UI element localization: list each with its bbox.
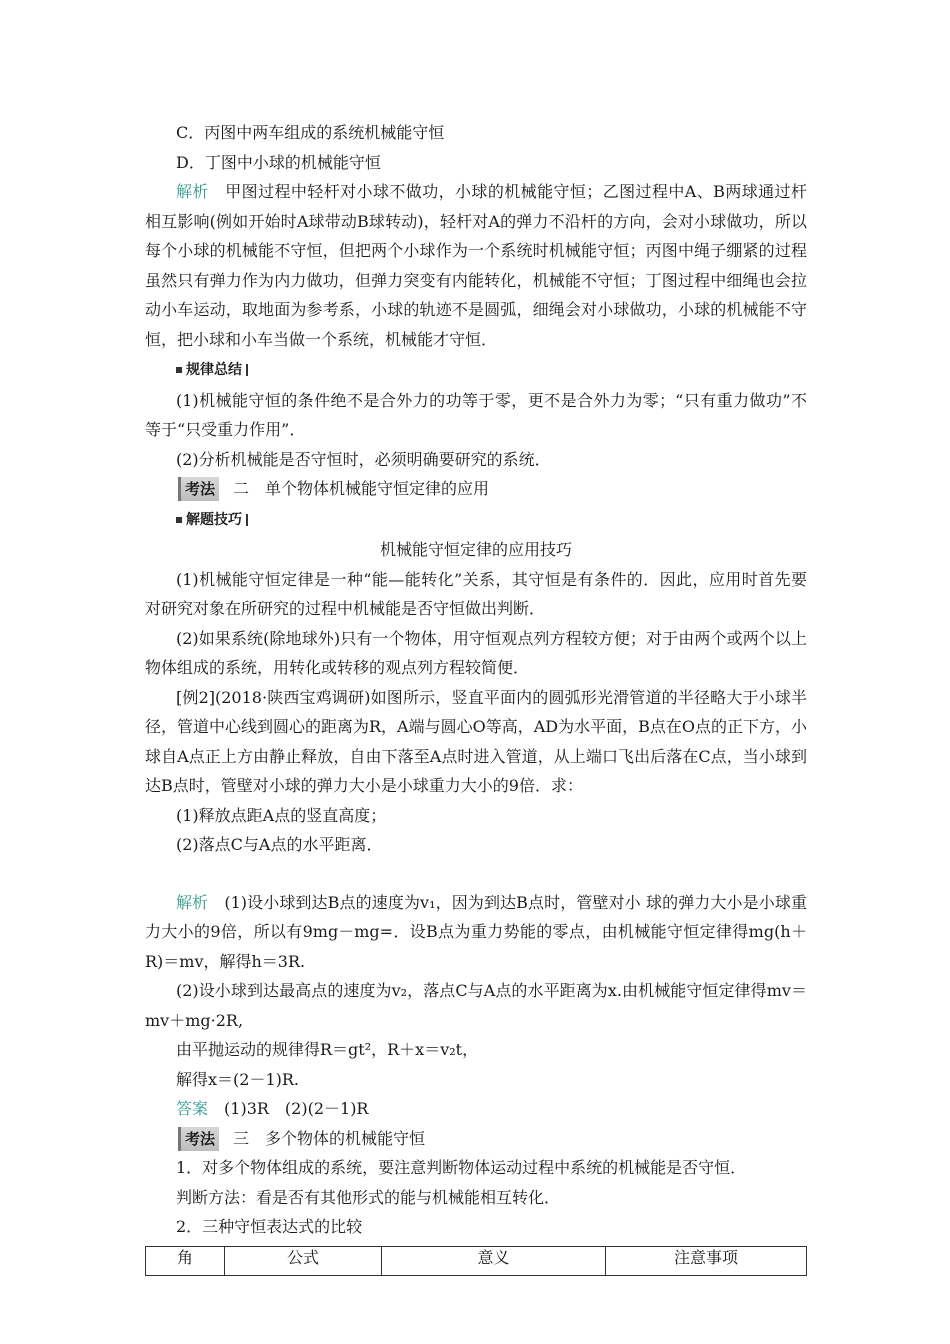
technique-tag: [145, 504, 807, 536]
document-page: [145, 118, 807, 1276]
table-header-row: [146, 1246, 807, 1275]
method-3-p2: 判断方法：看是否有其他形式的能与机械能相互转化．: [176, 1187, 561, 1207]
table-header-cell: 公式: [225, 1246, 382, 1275]
example-2-text: [例2](2018·陕西宝鸡调研)如图所示，竖直平面内的圆弧形光滑管道的半径略大于小球半径，管道中心线到圆心的距离为R，A端与圆心O等高，AD为水平面，B点在O点的正下方，小球自A点正上方由静止释放，自由下落至A点时进入管道，从上端口飞出后落在C点，当小球到达B点时，管壁对小球的弹力大小是小球重力大小的9倍．求：: [145, 687, 807, 795]
method-2-title: 二 单个物体机械能守恒定律的应用: [233, 479, 490, 498]
answer: [145, 1094, 807, 1124]
analysis-2-p4: 解得x＝(2－1)R.: [176, 1069, 300, 1089]
example-2-q1: (1)释放点距A点的竖直高度；: [176, 805, 387, 825]
analysis-2-p1-text: (1)设小球到达B点的速度为v₁，因为到达B点时，管壁对小 球的弹力大小是小球重力大小的9倍，所以有9mg－mg=．设B点为重力势能的零点，由机械能守恒定律得mg(h＋R)＝mv，解得h＝3R.: [145, 892, 807, 971]
technique-tag-label: 解题技巧: [186, 511, 242, 528]
summary-tag-label: 规律总结: [186, 362, 242, 378]
bar-icon: [246, 514, 248, 526]
table-header-cell: 意义: [382, 1246, 606, 1275]
analysis-2-p1: [145, 888, 807, 977]
technique-heading: 机械能守恒定律的应用技巧: [379, 540, 572, 559]
comparison-table: [145, 1246, 807, 1276]
table-header-cell: 角: [146, 1246, 225, 1275]
square-bullet-icon: [176, 517, 182, 523]
summary-tag: [145, 354, 807, 386]
figure-gap: [145, 860, 807, 888]
example-2-q2: (2)落点C与A点的水平距离．: [176, 835, 383, 854]
answer-text: (1)3R (2)(2－1)R: [224, 1099, 369, 1118]
method-3-title: 三 多个物体的机械能守恒: [233, 1128, 426, 1148]
table-header-cell: 注意事项: [606, 1246, 807, 1275]
analysis-1-text: 甲图过程中轻杆对小球不做功，小球的机械能守恒；乙图过程中A、B两球通过杆相互影响(例如开始时A球带动B球转动)，轻杆对A的弹力不沿杆的方向，会对小球做功，所以每个小球的机械能不守恒，但把两个小球作为一个系统时机械能守恒；丙图中绳子绷紧的过程虽然只有弹力作为内力做功，但弹力突变有内能转化，机械能不守恒；丁图过程中细绳也会拉动小车运动，取地面为参考系，小球的轨迹不是圆弧，细绳会对小球做功，小球的机械能不守恒，把小球和小车当做一个系统，机械能才守恒．: [145, 182, 807, 349]
method-3-p1: 1．对多个物体组成的系统，要注意判断物体运动过程中系统的机械能是否守恒．: [176, 1158, 747, 1177]
analysis-1: [145, 177, 807, 354]
option-d: D．丁图中小球的机械能守恒: [176, 152, 381, 172]
option-c: C．丙图中两车组成的系统机械能守恒: [176, 123, 445, 142]
method-3-header: [145, 1124, 807, 1154]
summary-p2: (2)分析机械能是否守恒时，必须明确要研究的系统．: [176, 449, 551, 469]
analysis-2-p2: (2)设小球到达最高点的速度为v₂，落点C与A点的水平距离为x.由机械能守恒定律得mv＝mv＋mg·2R,: [145, 981, 807, 1030]
method-badge: 考法: [178, 477, 219, 501]
answer-label: 答案: [176, 1099, 209, 1118]
method-3-p3: 2．三种守恒表达式的比较: [176, 1217, 363, 1236]
analysis-2-p3: 由平抛运动的规律得R＝gt²，R＋x＝v₂t，: [176, 1040, 479, 1059]
square-bullet-icon: [176, 367, 182, 373]
bar-icon: [246, 364, 248, 376]
analysis-label: 解析: [176, 182, 209, 201]
technique-p2: (2)如果系统(除地球外)只有一个物体，用守恒观点列方程较方便；对于由两个或两个以上物体组成的系统，用转化或转移的观点列方程较简便．: [145, 628, 807, 677]
method-2-header: [145, 474, 807, 504]
technique-p1: (1)机械能守恒定律是一种“能—能转化”关系，其守恒是有条件的．因此，应用时首先要对研究对象在所研究的过程中机械能是否守恒做出判断．: [145, 569, 807, 618]
analysis-label: 解析: [176, 892, 209, 912]
summary-p1: (1)机械能守恒的条件绝不是合外力的功等于零，更不是合外力为零；“只有重力做功”不等于“只受重力作用”．: [145, 390, 807, 439]
method-badge: 考法: [178, 1127, 219, 1151]
